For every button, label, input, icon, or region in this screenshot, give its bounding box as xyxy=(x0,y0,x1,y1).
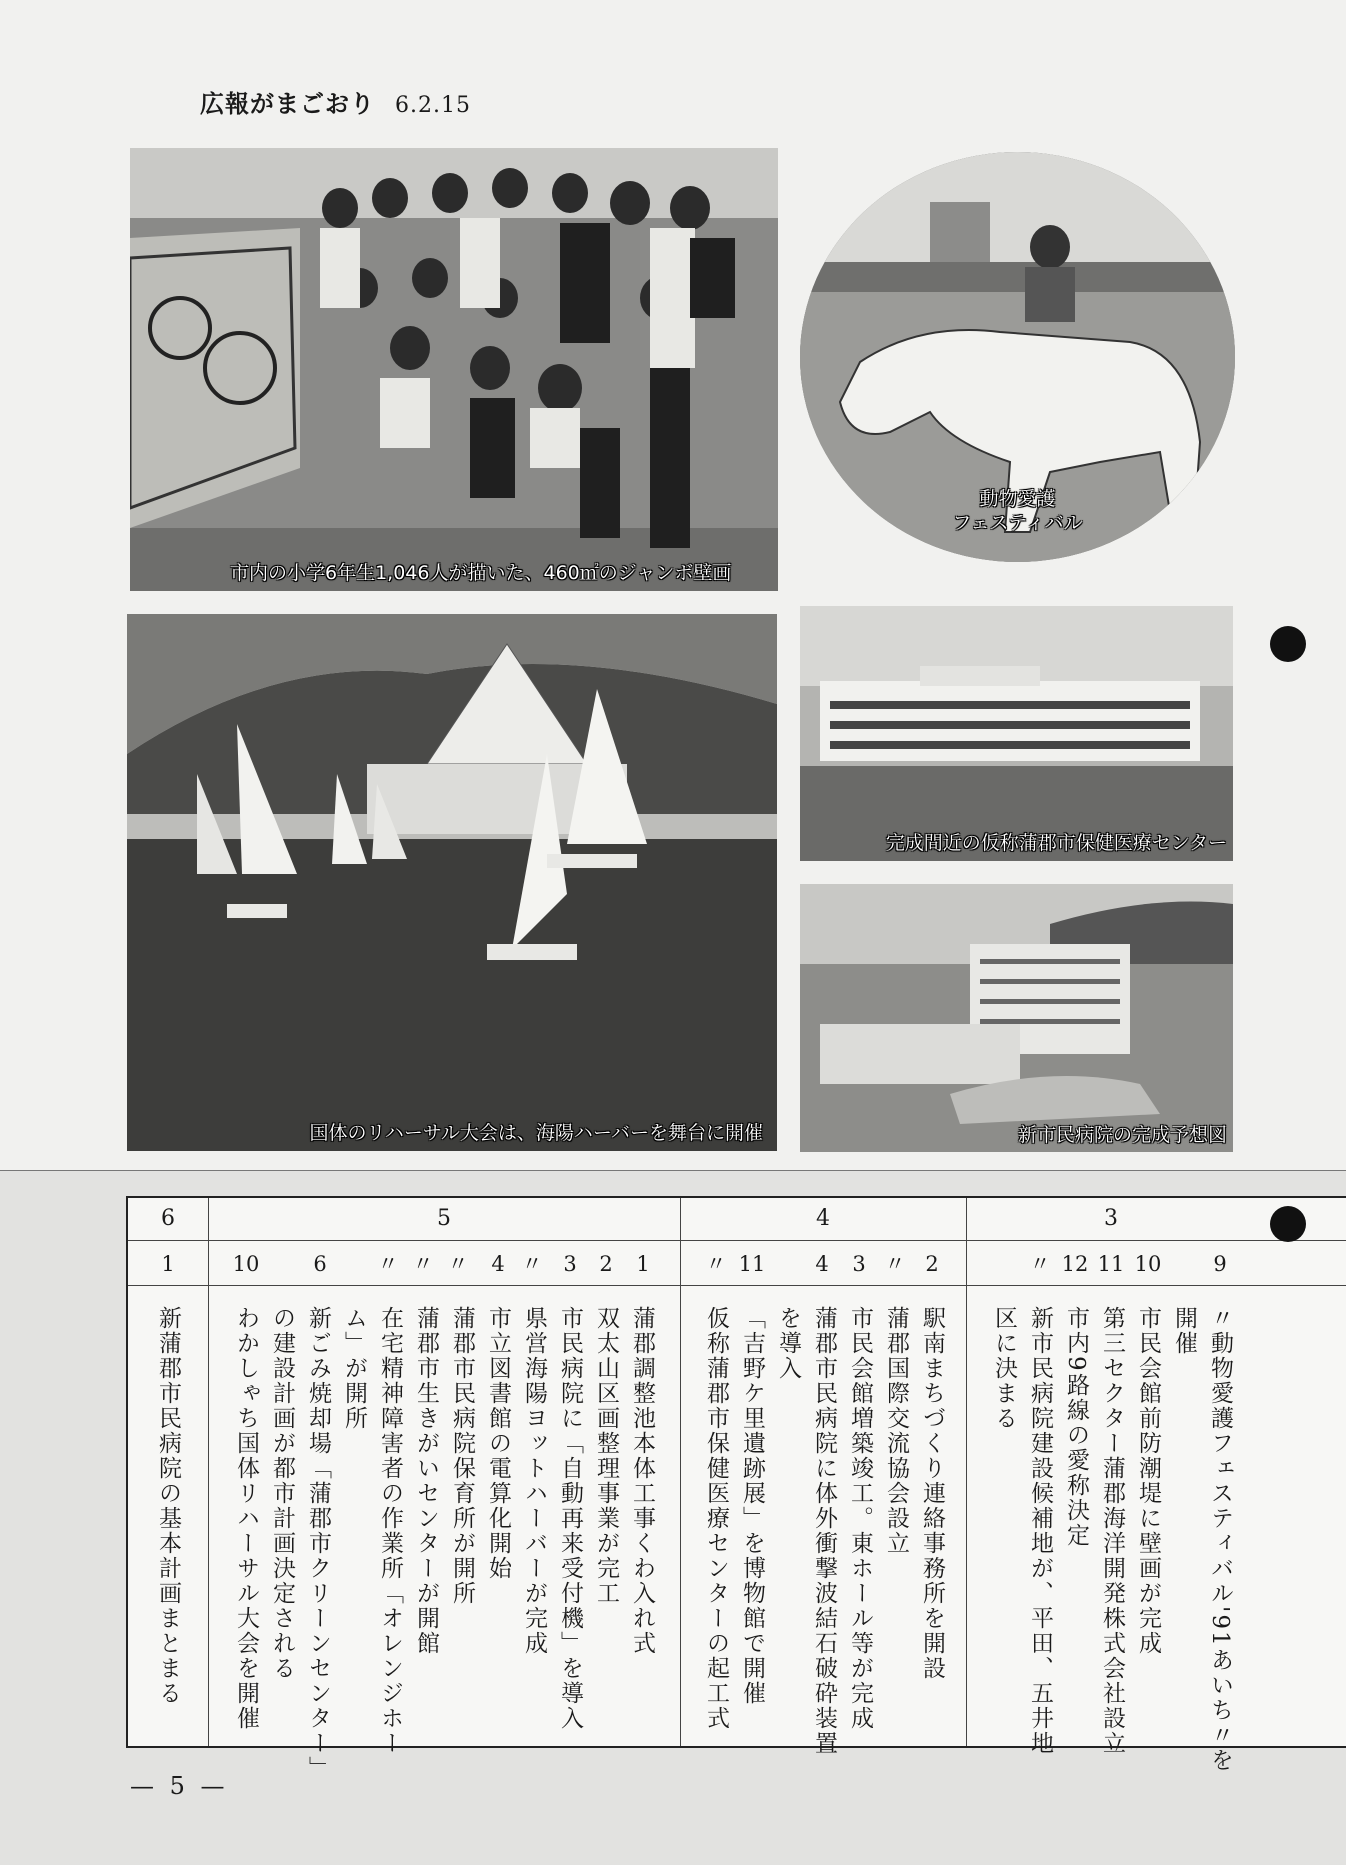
event-entry: 第三セクター蒲郡海洋開発株式会社設立 xyxy=(1099,1306,1125,1756)
table-divider-col-4 xyxy=(966,1198,967,1746)
event-entry: 開催 xyxy=(1171,1306,1197,1356)
day-cell: 12 xyxy=(1061,1252,1089,1276)
event-entry: 新蒲郡市民病院の基本計画まとまる xyxy=(155,1306,181,1706)
table-divider-col-6 xyxy=(208,1198,209,1746)
center-caption: 完成間近の仮称蒲郡市保健医療センター xyxy=(885,832,1227,854)
day-cell: 10 xyxy=(1134,1252,1162,1276)
day-cell: 〃 xyxy=(1029,1252,1051,1276)
month-4: 4 xyxy=(816,1206,830,1231)
day-cell: 〃 xyxy=(412,1252,434,1276)
event-entry: 市民会館前防潮堤に壁画が完成 xyxy=(1135,1306,1161,1656)
event-entry: 市民病院に「自動再来受付機」を導入 xyxy=(557,1306,583,1731)
photo-health-center xyxy=(800,606,1233,861)
day-cell: 3 xyxy=(852,1252,866,1276)
event-entry: 新ごみ焼却場「蒲郡市クリーンセンター」 xyxy=(305,1306,331,1781)
event-entry: 双太山区画整理事業が完工 xyxy=(593,1306,619,1606)
day-cell: 4 xyxy=(491,1252,505,1276)
photo-hospital-rendering xyxy=(800,884,1233,1152)
event-entry: 県営海陽ヨットハーバーが完成 xyxy=(521,1306,547,1656)
day-cell: 〃 xyxy=(884,1252,906,1276)
event-entry: 蒲郡市生きがいセンターが開館 xyxy=(413,1306,439,1656)
day-cell: 〃 xyxy=(521,1252,543,1276)
event-entry: 新市民病院建設候補地が、平田、五井地 xyxy=(1027,1306,1053,1756)
event-entry: 蒲郡国際交流協会設立 xyxy=(883,1306,909,1556)
mural-caption: 市内の小学6年生1,046人が描いた、460㎡のジャンボ壁画 xyxy=(230,562,732,584)
day-cell: 1 xyxy=(161,1252,175,1276)
event-entry: 〃動物愛護フェスティバル'91あいち〃を xyxy=(1207,1306,1233,1773)
pony-caption-line-1: 動物愛護 xyxy=(979,488,1056,510)
day-cell: 2 xyxy=(599,1252,613,1276)
event-entry: の建設計画が都市計画決定される xyxy=(269,1306,295,1681)
month-5: 5 xyxy=(437,1206,451,1231)
binder-hole-upper xyxy=(1270,626,1306,662)
event-entry: 市民会館増築竣工。東ホール等が完成 xyxy=(847,1306,873,1731)
event-entry: 蒲郡調整池本体工事くわ入れ式 xyxy=(629,1306,655,1656)
table-divider-col-5 xyxy=(680,1198,681,1746)
pony-caption-line-2: フェスティバル xyxy=(952,512,1083,534)
page-number: — 5 — xyxy=(130,1772,229,1800)
photo-mural xyxy=(130,148,778,591)
day-cell: 3 xyxy=(563,1252,577,1276)
day-cell: 9 xyxy=(1213,1252,1227,1276)
month-6: 6 xyxy=(161,1206,175,1231)
pony-caption xyxy=(800,487,1235,535)
page-header xyxy=(200,84,471,119)
event-entry: わかしゃち国体リハーサル大会を開催 xyxy=(233,1306,259,1731)
mural-scene xyxy=(130,148,778,591)
event-entry: 駅南まちづくり連絡事務所を開設 xyxy=(919,1306,945,1681)
issue-date: 6.2.15 xyxy=(395,93,471,118)
table-divider-day xyxy=(128,1285,1346,1286)
binder-hole-lower xyxy=(1270,1206,1306,1242)
event-entry: 在宅精神障害者の作業所「オレンジホー xyxy=(377,1306,403,1756)
event-entry: 蒲郡市民病院に体外衝撃波結石破砕装置 xyxy=(811,1306,837,1756)
day-cell: 2 xyxy=(925,1252,939,1276)
day-cell: 〃 xyxy=(377,1252,399,1276)
month-3: 3 xyxy=(1104,1206,1118,1231)
event-entry: を導入 xyxy=(775,1306,801,1381)
day-cell: 11 xyxy=(1097,1252,1125,1276)
day-cell: 11 xyxy=(738,1252,766,1276)
day-cell: 1 xyxy=(636,1252,650,1276)
day-cell: 〃 xyxy=(705,1252,727,1276)
yacht-scene xyxy=(127,614,777,1151)
hospital-caption: 新市民病院の完成予想図 xyxy=(1017,1124,1227,1146)
event-entry: 仮称蒲郡市保健医療センターの起工式 xyxy=(703,1306,729,1731)
center-scene xyxy=(800,606,1233,861)
photo-yacht-harbor xyxy=(127,614,777,1151)
photo-pony xyxy=(800,152,1235,562)
event-entry: 市立図書館の電算化開始 xyxy=(485,1306,511,1581)
event-entry: ム」が開所 xyxy=(341,1306,367,1431)
day-cell: 6 xyxy=(313,1252,327,1276)
hospital-scene xyxy=(800,884,1233,1152)
event-entry: 市内9路線の愛称決定 xyxy=(1063,1306,1089,1548)
day-cell: 4 xyxy=(815,1252,829,1276)
table-divider-month xyxy=(128,1240,1346,1241)
event-entry: 「吉野ケ里遺跡展」を博物館で開催 xyxy=(739,1306,765,1706)
day-cell: 〃 xyxy=(447,1252,469,1276)
chronology-table xyxy=(126,1196,1346,1781)
yacht-caption: 国体のリハーサル大会は、海陽ハーバーを舞台に開催 xyxy=(309,1122,763,1144)
event-entry: 区に決まる xyxy=(991,1306,1017,1431)
newsletter-title: 広報がまごおり xyxy=(200,90,375,118)
day-cell: 10 xyxy=(232,1252,260,1276)
event-entry: 蒲郡市民病院保育所が開所 xyxy=(449,1306,475,1606)
